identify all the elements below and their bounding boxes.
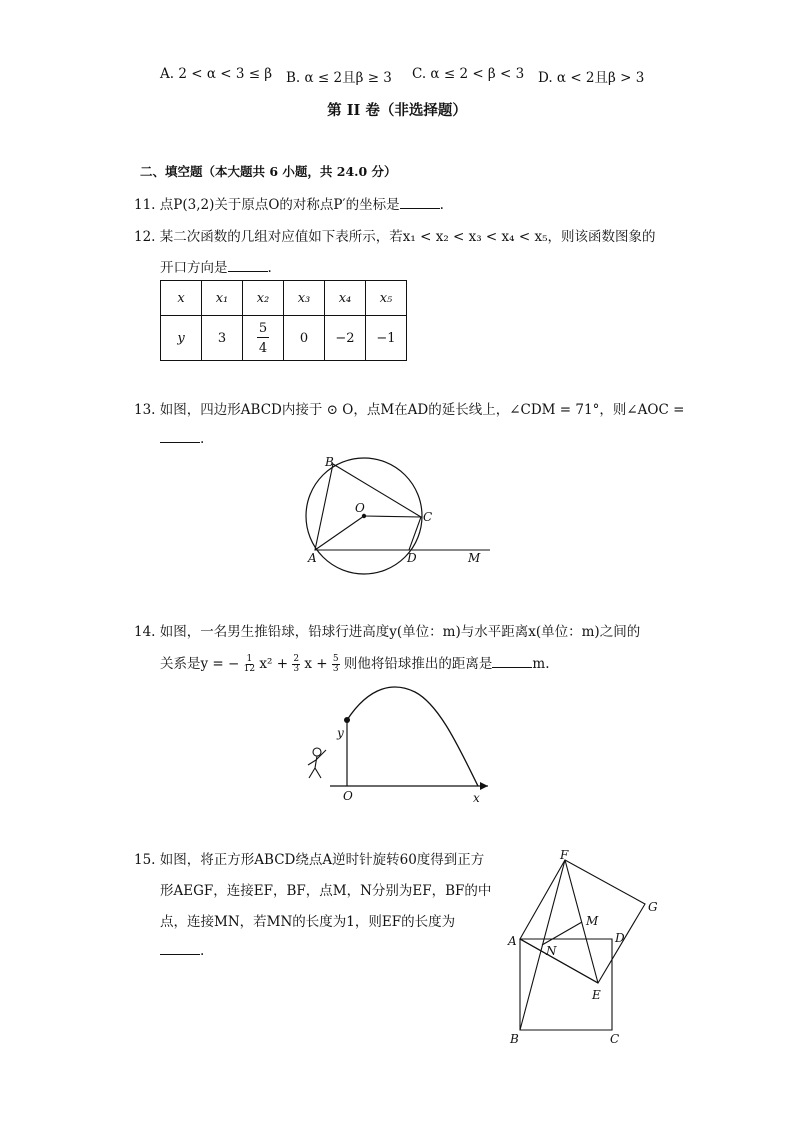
choice-d: D. α < 2且β > 3 xyxy=(538,70,645,86)
question-text-end: . xyxy=(200,431,205,447)
question-12-line2 xyxy=(160,256,272,276)
question-text: 如图，四边形ABCD内接于 ⊙ O，点M在AD的延长线上，∠CDM = 71°，则∠AOC = xyxy=(159,402,685,418)
numerator: 5 xyxy=(258,321,268,336)
table-cell: x₁ xyxy=(202,281,243,316)
fraction xyxy=(257,322,269,355)
label-y: y xyxy=(337,726,344,740)
label-c: C xyxy=(423,510,433,524)
question-text: 某二次函数的几组对应值如下表所示，若x₁ < x₂ < x₃ < x₄ < x₅，则该函数图象的 xyxy=(159,229,656,245)
answer-blank[interactable] xyxy=(492,655,532,668)
fraction xyxy=(292,655,300,674)
table-cell: x xyxy=(161,281,202,316)
question-text-end: . xyxy=(200,943,205,959)
label-c: C xyxy=(610,1032,620,1046)
fraction xyxy=(332,655,340,674)
formula-part: x + xyxy=(304,656,328,672)
label-m: M xyxy=(586,914,599,928)
question-number: 15. xyxy=(134,852,156,868)
label-d: D xyxy=(407,551,417,565)
square-abcd xyxy=(520,939,612,1030)
question-text-end: m. xyxy=(532,656,550,672)
label-g: G xyxy=(648,900,658,914)
segment-ao xyxy=(315,516,364,550)
answer-blank[interactable] xyxy=(160,430,200,443)
section-title: 第 II 卷（非选择题） xyxy=(327,102,467,119)
label-b: B xyxy=(510,1032,519,1046)
question-text: 如图，将正方形ABCD绕点A逆时针旋转60度得到正方 xyxy=(159,852,485,868)
question-number: 14. xyxy=(134,624,156,640)
numerator: 2 xyxy=(293,654,300,664)
quadrilateral-abcd xyxy=(315,464,421,550)
label-origin: O xyxy=(343,789,353,803)
question-15-line3: 点，连接MN，若MN的长度为1，则EF的长度为 xyxy=(160,914,456,930)
table-header-row xyxy=(161,281,407,316)
part2-heading: 二、填空题（本大题共 6 小题，共 24.0 分） xyxy=(140,164,397,179)
segment-ae xyxy=(520,939,598,983)
square-aegf xyxy=(520,860,645,983)
denominator: 4 xyxy=(258,341,268,356)
answer-blank[interactable] xyxy=(400,196,440,209)
question-number: 13. xyxy=(134,402,156,418)
question-12-line1 xyxy=(134,225,655,245)
numerator: 1 xyxy=(246,654,253,664)
formula-part: x² + xyxy=(259,656,289,672)
table-cell: x₄ xyxy=(325,281,366,316)
label-x: x xyxy=(473,791,480,805)
label-d: D xyxy=(615,931,625,945)
question-number: 12. xyxy=(134,229,156,245)
table-cell: 0 xyxy=(284,316,325,361)
table-cell: −1 xyxy=(366,316,407,361)
table-cell-fraction xyxy=(243,316,284,361)
choice-c: C. α ≤ 2 < β < 3 xyxy=(412,66,525,82)
label-m: M xyxy=(468,551,481,565)
question-number: 11. xyxy=(134,197,156,213)
question-11 xyxy=(134,193,444,213)
table-cell: −2 xyxy=(325,316,366,361)
choice-b: B. α ≤ 2且β ≥ 3 xyxy=(286,70,392,86)
denominator: 3 xyxy=(332,664,339,674)
table-cell: y xyxy=(161,316,202,361)
question-text: 如图，一名男生推铅球，铅球行进高度y(单位：m)与水平距离x(单位：m)之间的 xyxy=(159,624,641,640)
shot-put-figure xyxy=(300,680,500,810)
formula-part: 关系是y = − xyxy=(160,656,240,672)
question-14-line2 xyxy=(160,652,550,674)
label-a: A xyxy=(308,551,317,565)
label-b: B xyxy=(325,455,334,469)
choice-a: A. 2 < α < 3 ≤ β xyxy=(160,66,273,82)
value-table xyxy=(160,280,407,361)
answer-blank[interactable] xyxy=(160,942,200,955)
table-cell: x₅ xyxy=(366,281,407,316)
circle-figure xyxy=(300,452,500,582)
question-15-line4 xyxy=(160,942,204,959)
table-cell: 3 xyxy=(202,316,243,361)
table-cell: x₂ xyxy=(243,281,284,316)
answer-blank[interactable] xyxy=(228,259,268,272)
label-n: N xyxy=(546,944,557,958)
square-rotation-figure xyxy=(500,845,670,1050)
question-13-line1 xyxy=(134,398,684,418)
denominator: 12 xyxy=(243,664,256,674)
stick-figure-icon xyxy=(308,748,326,778)
label-f: F xyxy=(560,848,569,862)
segment-oc xyxy=(364,516,421,517)
label-o: O xyxy=(355,501,365,515)
question-13-line2 xyxy=(160,430,204,447)
question-text-end: . xyxy=(267,260,272,276)
x-axis-arrow xyxy=(480,782,488,790)
question-15-line1 xyxy=(134,848,484,868)
numerator: 5 xyxy=(332,654,339,664)
fraction xyxy=(244,655,255,674)
shot-ball xyxy=(344,717,350,723)
question-14-line1 xyxy=(134,620,640,640)
trajectory-curve xyxy=(347,687,478,786)
table-cell: x₃ xyxy=(284,281,325,316)
question-text: 开口方向是 xyxy=(160,260,228,276)
question-text: 点P(3,2)关于原点O的对称点P′的坐标是 xyxy=(159,197,400,213)
table-row xyxy=(161,316,407,361)
question-text-end: . xyxy=(439,197,444,213)
denominator: 3 xyxy=(293,664,300,674)
label-e: E xyxy=(592,988,601,1002)
question-text: 则他将铅球推出的距离是 xyxy=(343,656,493,672)
label-a: A xyxy=(508,934,517,948)
question-15-line2: 形AEGF，连接EF，BF，点M，N分别为EF，BF的中 xyxy=(160,883,492,899)
